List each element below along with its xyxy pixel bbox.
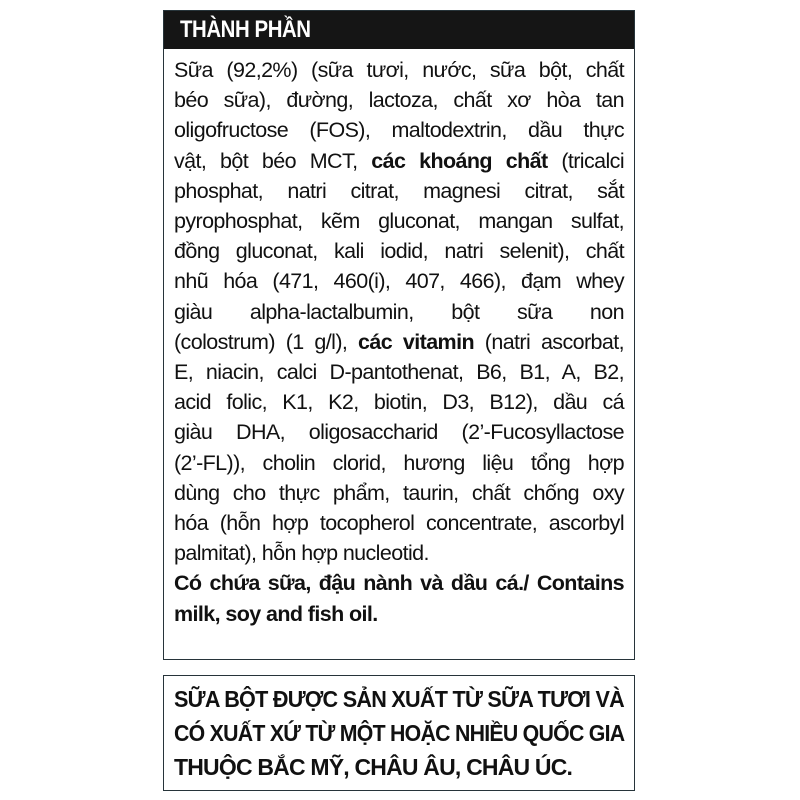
ingredient-line: giàu alpha-lactalbumin, bột sữa non: [174, 299, 624, 324]
ingredient-line: béo sữa), đường, lactoza, chất xơ hòa tan: [174, 88, 624, 113]
origin-line: THUỘC BẮC MỸ, CHÂU ÂU, CHÂU ÚC.: [174, 754, 573, 780]
ingredient-line: E, niacin, calci D-pantothenat, B6, B1, A, B2,: [174, 360, 624, 385]
ingredient-line: acid folic, K1, K2, biotin, D3, B12), dầu cá: [174, 390, 624, 415]
ingredient-line: Sữa (92,2%) (sữa tươi, nước, sữa bột, chất: [174, 58, 624, 82]
ingredient-line: giàu DHA, oligosaccharid (2’-Fucosyllactose: [174, 420, 624, 445]
ingredients-header: [164, 11, 634, 49]
vitamins-heading: các vitamin: [358, 329, 474, 354]
ingredient-line: oligofructose (FOS), maltodextrin, dầu thực: [174, 118, 624, 143]
origin-note: [163, 675, 635, 791]
ingredient-line: pyrophosphat, kẽm gluconat, mangan sulfat,: [174, 209, 624, 234]
minerals-heading: các khoáng chất: [371, 148, 548, 173]
ingredient-line: phosphat, natri citrat, magnesi citrat, sắt: [174, 178, 624, 203]
ingredient-line: nhũ hóa (471, 460(i), 407, 466), đạm whey: [174, 269, 624, 294]
ingredient-line: dùng cho thực phẩm, taurin, chất chống oxy: [174, 480, 624, 505]
ingredients-text: [164, 49, 634, 629]
ingredient-line: palmitat), hỗn hợp nucleotid.: [174, 541, 429, 566]
allergen-line: milk, soy and fish oil.: [174, 601, 378, 626]
ingredient-line: (colostrum) (1 g/l), các vitamin (natri ascorbat,: [174, 329, 624, 354]
ingredient-line: đồng gluconat, kali iodid, natri selenit), chất: [174, 239, 624, 264]
ingredient-line: hóa (hỗn hợp tocopherol concentrate, ascorbyl: [174, 511, 624, 536]
ingredient-line: vật, bột béo MCT, các khoáng chất (tricalci: [174, 148, 624, 173]
ingredient-line: (2’-FL)), cholin clorid, hương liệu tổng hợp: [174, 450, 624, 475]
origin-line: CÓ XUẤT XỨ TỪ MỘT HOẶC NHIỀU QUỐC GIA: [174, 720, 625, 746]
origin-line: SỮA BỘT ĐƯỢC SẢN XUẤT TỪ SỮA TƯƠI VÀ: [174, 686, 624, 712]
ingredients-panel: [163, 10, 635, 660]
allergen-line: Có chứa sữa, đậu nành và dầu cá./ Contains: [174, 571, 624, 596]
ingredients-title: THÀNH PHẦN: [180, 16, 311, 43]
